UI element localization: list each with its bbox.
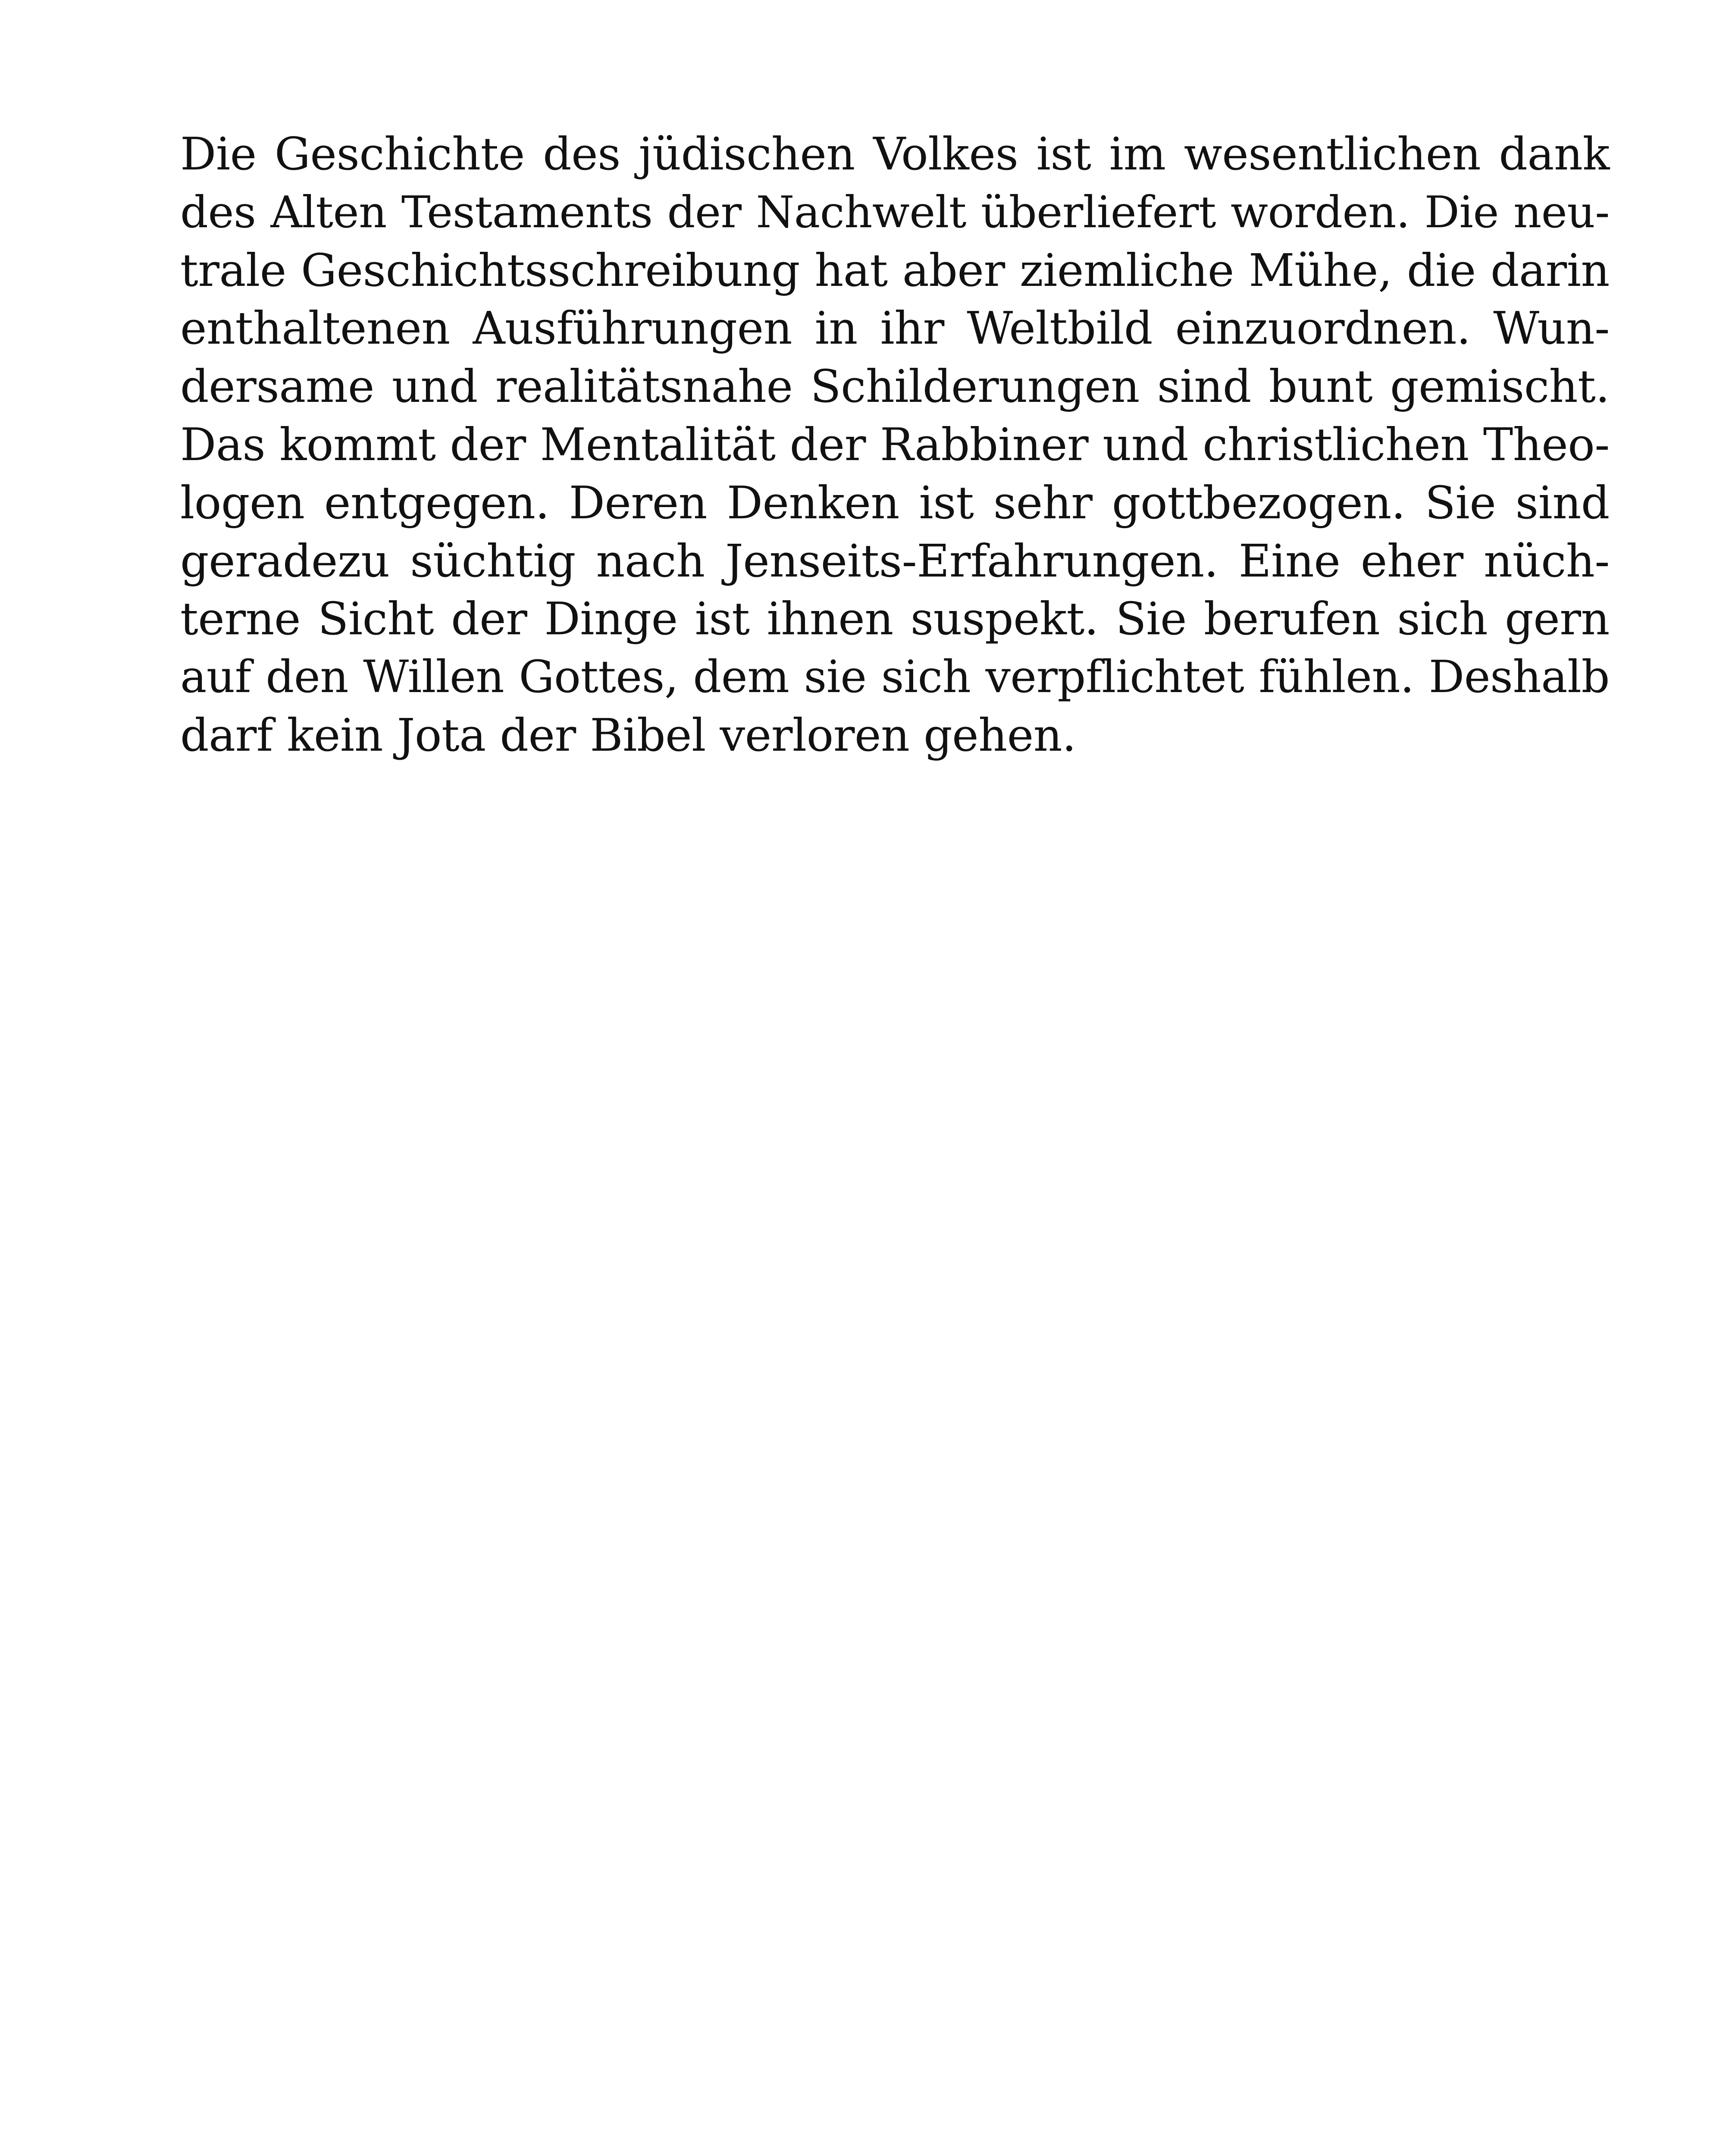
paragraph-line: logen entgegen. Deren Denken ist sehr gottbezogen. Sie sind [180, 476, 1610, 529]
paragraph-line: Die Geschichte des jüdischen Volkes ist im wesentlichen dank [180, 128, 1610, 180]
paragraph-line: darf kein Jota der Bibel verloren gehen. [180, 708, 1076, 761]
paragraph-line: auf den Willen Gottes, dem sie sich verpflichtet fühlen. Deshalb [180, 651, 1610, 703]
paragraph-line: des Alten Testaments der Nachwelt überliefert worden. Die neu- [180, 186, 1610, 238]
paragraph-line: dersame und realitätsnahe Schilderungen sind bunt gemischt. [180, 360, 1610, 413]
body-paragraph [180, 125, 1610, 765]
paragraph-line: Das kommt der Mentalität der Rabbiner und christlichen Theo- [180, 418, 1610, 471]
paragraph-line: terne Sicht der Dinge ist ihnen suspekt. Sie berufen sich gern [180, 592, 1610, 646]
paragraph-line: enthaltenen Ausführungen in ihr Weltbild einzuordnen. Wun- [180, 302, 1610, 355]
paragraph-line: trale Geschichtsschreibung hat aber ziemliche Mühe, die darin [180, 244, 1610, 297]
paragraph-line: geradezu süchtig nach Jenseits-Erfahrungen. Eine eher nüch- [180, 534, 1610, 587]
